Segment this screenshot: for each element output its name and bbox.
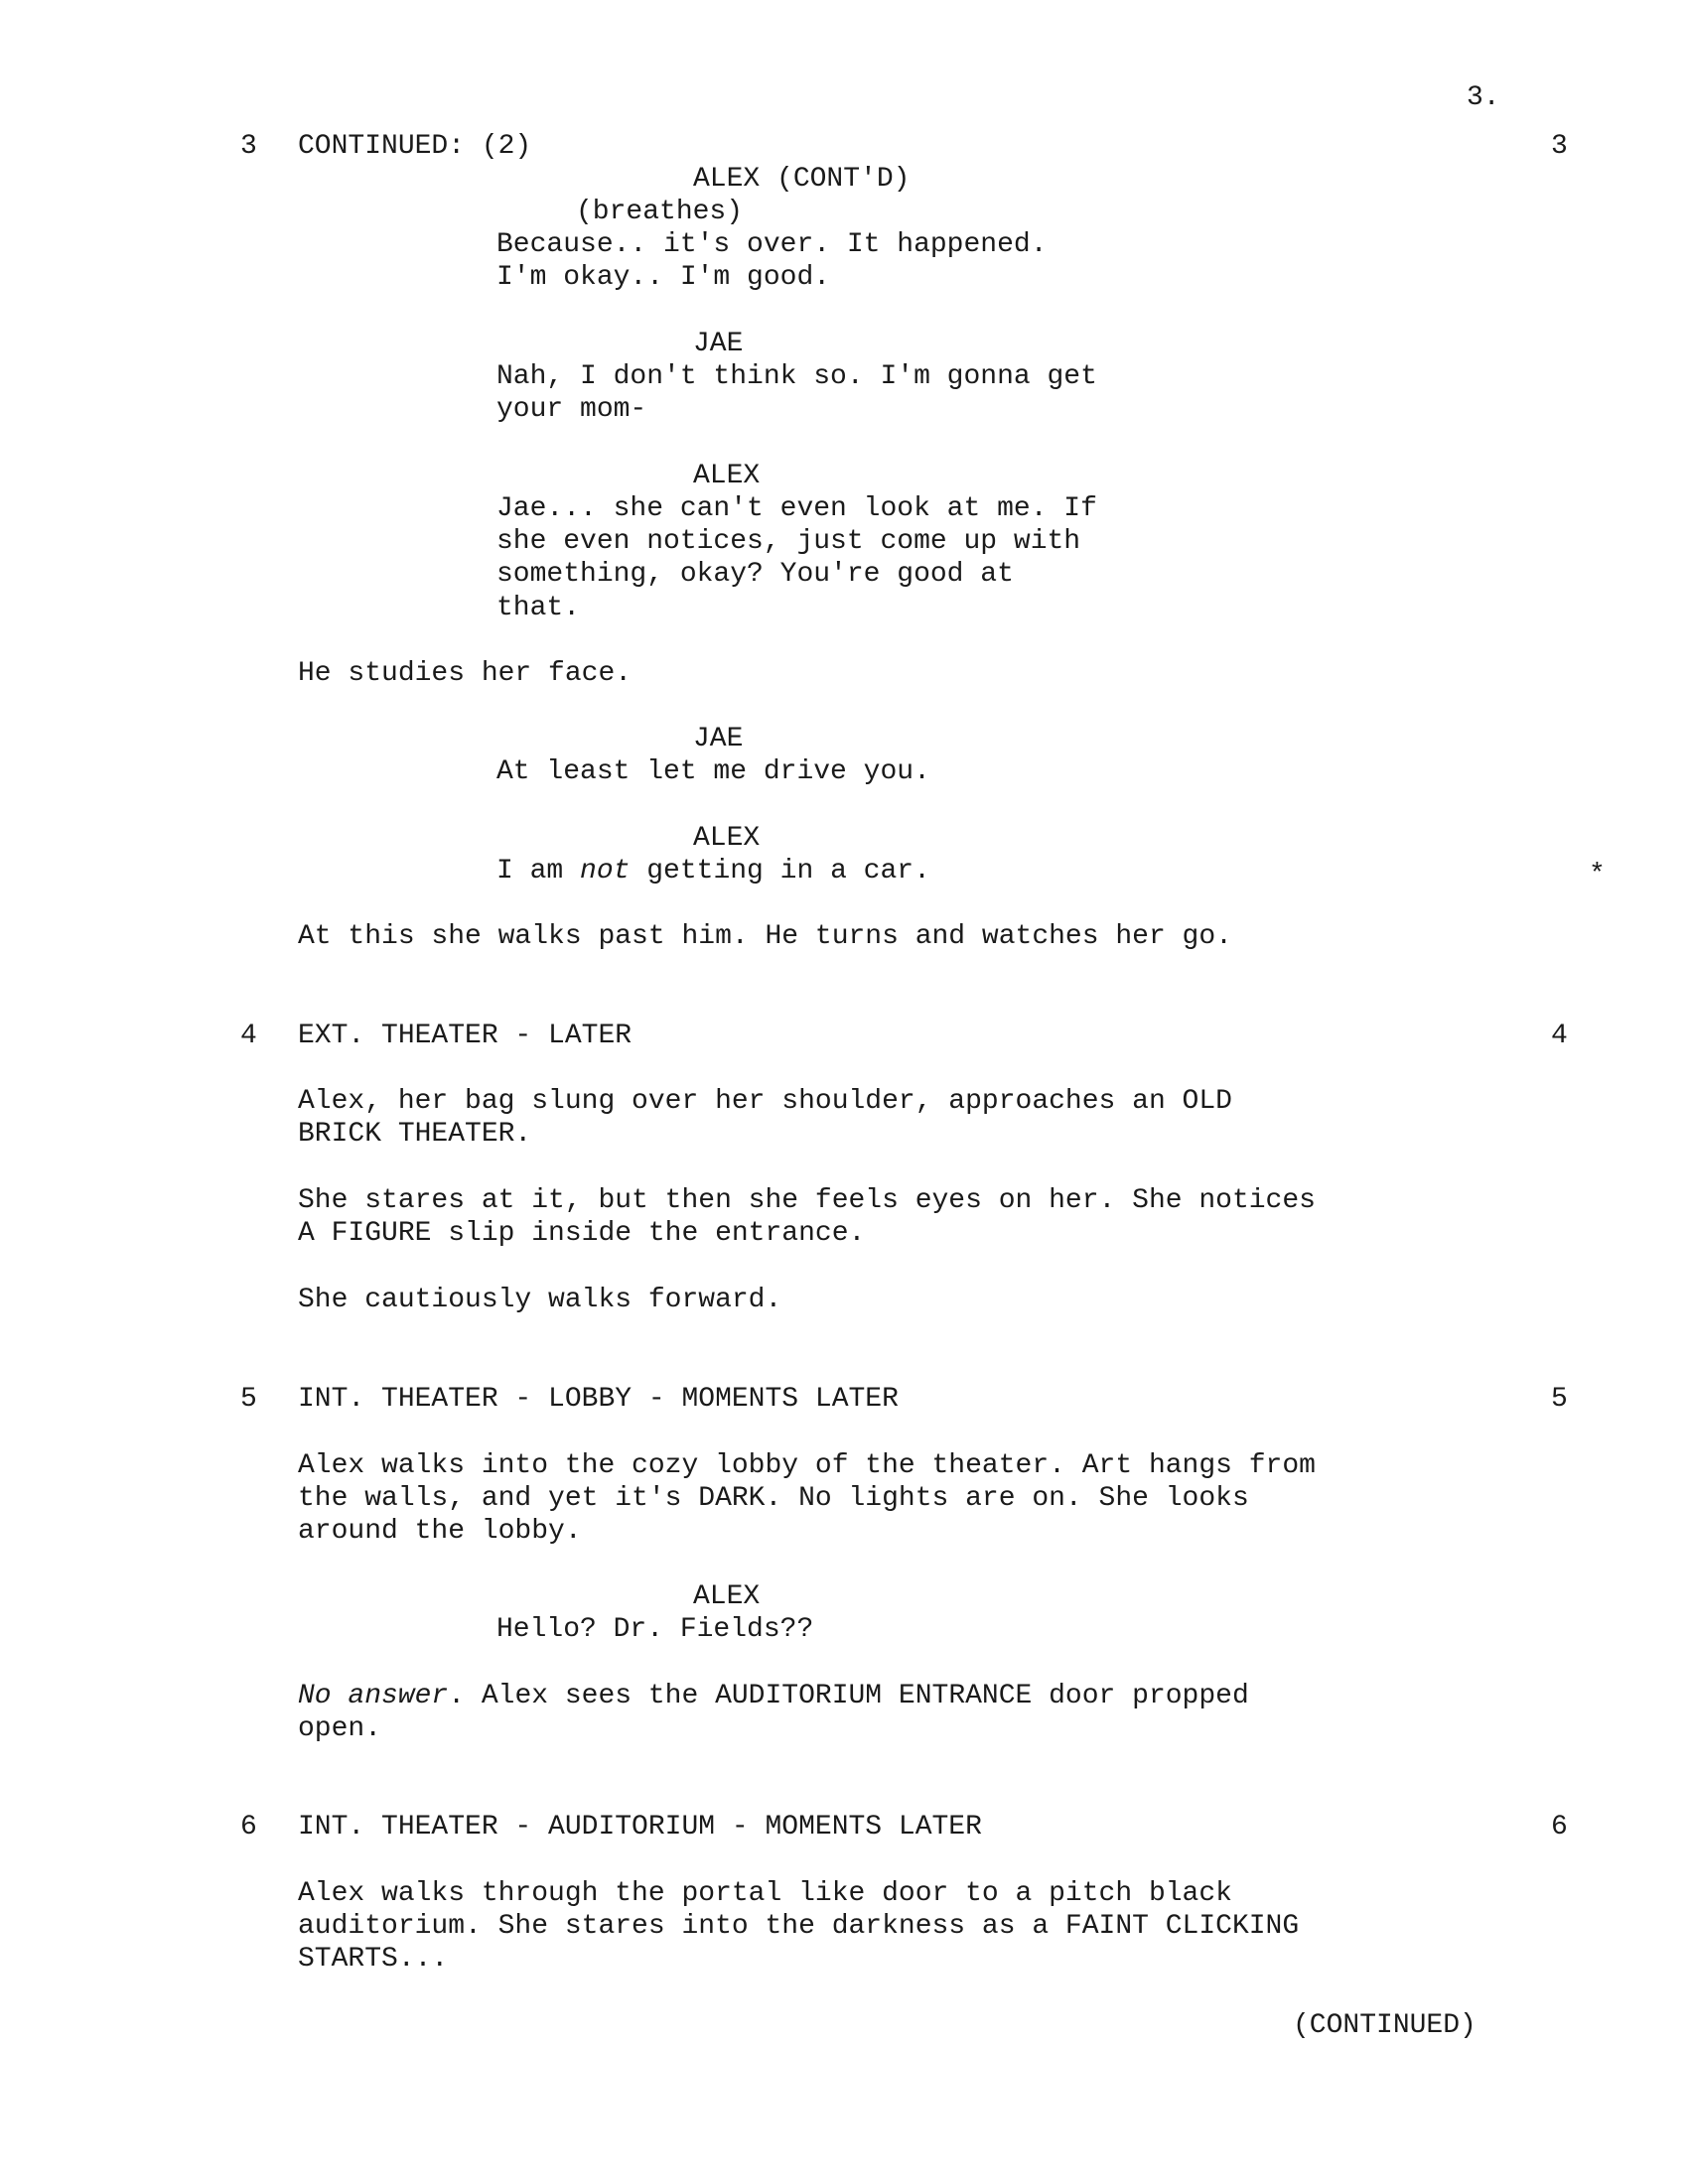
character-name: ALEX <box>693 823 761 854</box>
revision-mark: * <box>1589 860 1606 890</box>
action-line: Alex walks through the portal like door to a pitch black auditorium. She stares into the darkness as a FAINT CLICKING STARTS... <box>298 1878 1300 1976</box>
continued-footer: (CONTINUED) <box>1293 2010 1477 2041</box>
action-line: He studies her face. <box>298 658 633 689</box>
action-line: She cautiously walks forward. <box>298 1285 782 1315</box>
action-line: She stares at it, but then she feels eyes on her. She notices A FIGURE slip inside the entrance. <box>298 1185 1316 1250</box>
dialogue: Hello? Dr. Fields?? <box>496 1614 814 1645</box>
dialogue: At least let me drive you. <box>496 756 930 787</box>
scene-number-right: 4 <box>1551 1021 1568 1051</box>
scene-heading: INT. THEATER - AUDITORIUM - MOMENTS LATER <box>298 1812 982 1843</box>
scene-number-right: 6 <box>1551 1812 1568 1843</box>
scene-number-left: 4 <box>240 1021 257 1051</box>
scene-number-left: 6 <box>240 1812 257 1843</box>
action-line <box>298 1680 1529 1745</box>
dialogue: Jae... she can't even look at me. If she even notices, just come up with something, okay? You're good at that. <box>496 493 1097 623</box>
dialogue: Because.. it's over. It happened. I'm okay.. I'm good. <box>496 229 1048 294</box>
scene-number-right: 5 <box>1551 1384 1568 1415</box>
scene-heading: CONTINUED: (2) <box>298 131 532 162</box>
character-name: JAE <box>693 329 744 359</box>
character-name: JAE <box>693 724 744 754</box>
scene-number-right: 3 <box>1551 131 1568 162</box>
page-number: 3. <box>1467 82 1500 113</box>
dialogue <box>496 855 1251 887</box>
dialogue-emphasis: not <box>580 856 631 887</box>
action-line: At this she walks past him. He turns and watches her go. <box>298 921 1232 952</box>
scene-heading: EXT. THEATER - LATER <box>298 1021 633 1051</box>
action-line: Alex walks into the cozy lobby of the theater. Art hangs from the walls, and yet it's DARK. No lights are on. She looks around the lobby. <box>298 1450 1316 1548</box>
dialogue-segment: getting in a car. <box>630 856 930 887</box>
parenthetical: (breathes) <box>576 197 744 227</box>
scene-number-left: 3 <box>240 131 257 162</box>
action-emphasis: No answer <box>298 1681 449 1711</box>
character-name: ALEX <box>693 1581 761 1612</box>
action-segment: . Alex sees the AUDITORIUM ENTRANCE door propped open. <box>298 1681 1249 1745</box>
dialogue-segment: I am <box>496 856 581 887</box>
dialogue: Nah, I don't think so. I'm gonna get your mom- <box>496 361 1097 426</box>
character-name: ALEX (CONT'D) <box>693 164 911 195</box>
action-line: Alex, her bag slung over her shoulder, approaches an OLD BRICK THEATER. <box>298 1086 1232 1151</box>
character-name: ALEX <box>693 461 761 491</box>
scene-number-left: 5 <box>240 1384 257 1415</box>
scene-heading: INT. THEATER - LOBBY - MOMENTS LATER <box>298 1384 899 1415</box>
